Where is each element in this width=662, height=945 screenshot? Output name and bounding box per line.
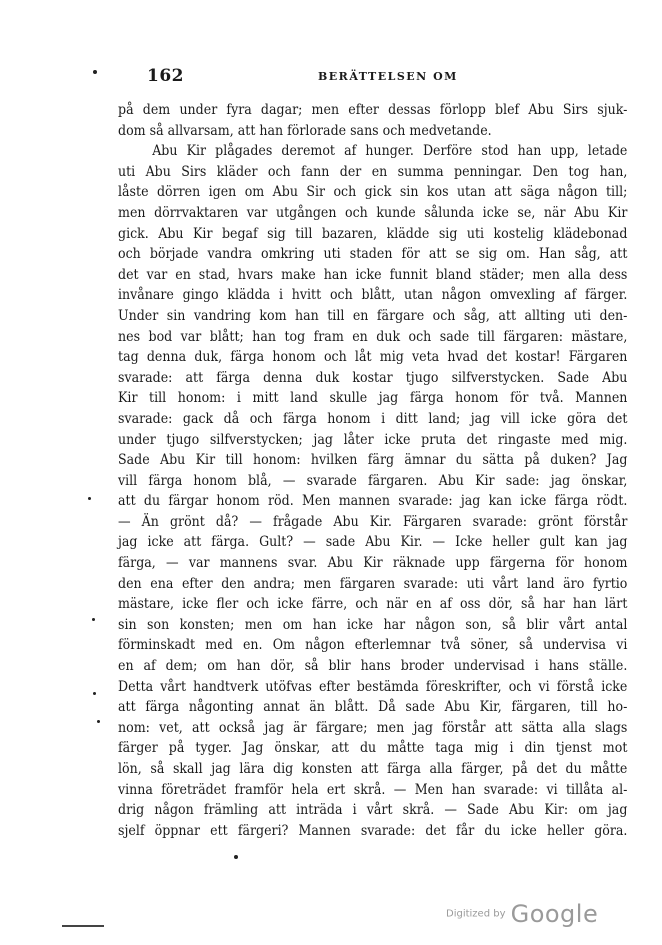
text-line: svarade: att färga denna duk kostar tjugo silfverstycken. Sade Abu xyxy=(118,369,628,386)
page-number: 162 xyxy=(147,66,184,86)
text-line: på dem under fyra dagar; men efter dessas förlopp blef Abu Sirs sjuk- xyxy=(118,102,628,118)
text-line: nes bod var blått; han tog fram en duk och sade till färgaren: mästare, xyxy=(118,328,628,345)
text-line: tag denna duk, färga honom och låt mig veta hvad det kostar! Färgaren xyxy=(118,349,628,366)
margin-dot xyxy=(92,618,95,621)
text-line: mästare, icke fler och icke färre, och när en af oss dör, så har han lärt xyxy=(118,596,628,613)
running-head: BERÄTTELSEN OM xyxy=(318,70,458,83)
text-line: och började vandra omkring uti staden för att se sig om. Han såg, att xyxy=(118,246,628,263)
text-line: Detta vårt handtverk utöfvas efter bestämda föreskrifter, och vi förstå icke xyxy=(118,678,628,695)
text-line: det var en stad, hvars make han icke funnit bland städer; men alla dess xyxy=(118,266,628,283)
text-line: uti Abu Sirs kläder och fann der en summa penningar. Den tog han, xyxy=(118,163,628,180)
text-line: att du färgar honom röd. Men mannen svarade: jag kan icke färga rödt. xyxy=(118,493,628,510)
text-line: men dörrvaktaren var utgången och kunde sålunda icke se, när Abu Kir xyxy=(118,204,628,221)
text-line: Kir till honom: i mitt land skulle jag färga honom för två. Mannen xyxy=(118,390,628,407)
digitized-watermark xyxy=(446,900,598,928)
text-line: nom: vet, att också jag är färgare; men jag förstår att sätta alla slags xyxy=(118,719,628,736)
text-line: dom så allvarsam, att han förlorade sans och medvetande. xyxy=(118,122,492,139)
margin-dot xyxy=(88,497,91,500)
text-line: Under sin vandring kom han till en färgare och såg, att allting uti den- xyxy=(118,307,628,324)
text-line: den ena efter den andra; men färgaren svarade: uti vårt land äro fyrtio xyxy=(118,575,628,592)
text-line: drig någon främling att inträda i vårt skrå. — Sade Abu Kir: om jag xyxy=(118,802,628,819)
text-line: jag icke att färga. Gult? — sade Abu Kir. — Icke heller gult kan jag xyxy=(118,534,628,551)
text-line: förminskadt med en. Om någon efterlemnar två söner, så undervisa vi xyxy=(118,637,628,654)
text-line: en af dem; om han dör, så blir hans broder undervisad i hans ställe. xyxy=(118,658,628,675)
text-line: — Än grönt då? — frågade Abu Kir. Färgaren svarade: grönt förstår xyxy=(118,513,628,530)
text-line: sjelf öppnar ett färgeri? Mannen svarade: det får du icke heller göra. xyxy=(118,822,628,839)
google-logo: Google xyxy=(510,900,599,928)
text-line: lön, så skall jag lära dig konsten att färga alla färger, på det du måtte xyxy=(118,761,628,777)
scan-mark xyxy=(62,925,104,927)
text-line: invånare gingo klädda i hvitt och blått, utan någon omvexling af färger. xyxy=(118,287,628,304)
margin-dot xyxy=(234,855,238,859)
watermark-prefix: Digitized by xyxy=(446,908,506,920)
margin-dot xyxy=(97,720,100,723)
margin-dot xyxy=(93,692,96,695)
text-line: gick. Abu Kir begaf sig till bazaren, klädde sig uti kostelig klädebonad xyxy=(118,225,628,242)
text-line: sin son konsten; men om han icke har någon son, så blir vårt antal xyxy=(118,616,628,633)
body-text xyxy=(118,100,628,841)
text-line: vill färga honom blå, — svarade färgaren. Abu Kir sade: jag önskar, xyxy=(118,472,628,489)
text-line: Sade Abu Kir till honom: hvilken färg ämnar du sätta på duken? Jag xyxy=(118,452,628,469)
text-line: svarade: gack då och färga honom i ditt land; jag vill icke göra det xyxy=(118,410,628,427)
text-line: att färga någonting annat än blått. Då sade Abu Kir, färgaren, till ho- xyxy=(118,699,628,716)
text-line: under tjugo silfverstycken; jag låter icke pruta det ringaste med mig. xyxy=(118,431,628,448)
text-line: Abu Kir plågades deremot af hunger. Derföre stod han upp, letade xyxy=(152,143,628,160)
margin-dot xyxy=(93,70,97,74)
text-line: låste dörren igen om Abu Sir och gick sin kos utan att säga någon till; xyxy=(118,184,628,201)
text-line: vinna företrädet framför hela ert skrå. — Men han svarade: vi tillåta al- xyxy=(118,781,628,798)
text-line: färga, — var mannens svar. Abu Kir räknade upp färgerna för honom xyxy=(118,555,628,572)
text-line: färger på tyger. Jag önskar, att du måtte taga mig i din tjenst mot xyxy=(118,740,628,757)
